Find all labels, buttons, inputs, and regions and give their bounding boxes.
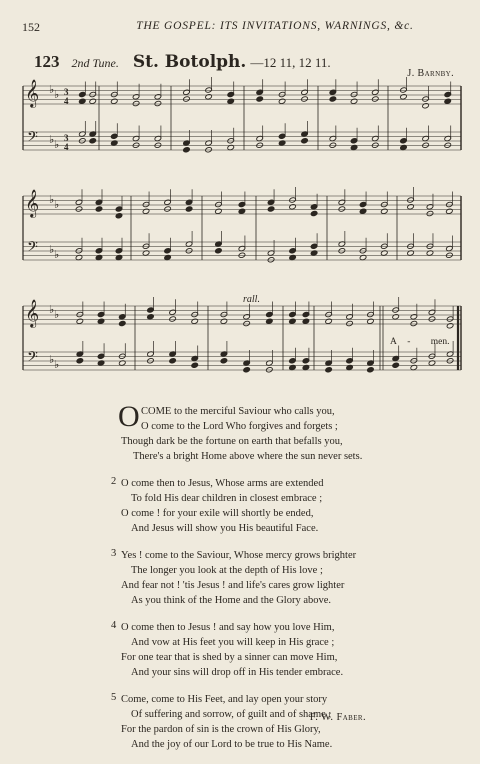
- note-head: [183, 89, 191, 95]
- key-flat: ♭: [54, 198, 60, 211]
- note-head: [392, 314, 400, 320]
- meter: —12 11, 12 11.: [250, 55, 331, 70]
- note-head: [97, 311, 105, 317]
- verse-line: Of suffering and sorrow, of guilt and of shame ;: [131, 709, 332, 720]
- note-head: [243, 314, 251, 320]
- note-head: [220, 318, 228, 324]
- rall-marking: rall.: [243, 294, 260, 305]
- composer: J. Barnby.: [407, 68, 454, 79]
- note-head: [79, 98, 87, 104]
- note-head: [76, 318, 84, 324]
- note-head: [97, 353, 105, 359]
- note-head: [89, 98, 97, 104]
- note-head: [142, 201, 150, 207]
- note-head: [392, 362, 400, 368]
- note-head: [400, 138, 408, 144]
- key-flat: ♭: [49, 243, 55, 256]
- verse-line: As you think of the Home and the Glory above.: [131, 595, 332, 606]
- amen-syllable: men.: [430, 337, 450, 347]
- note-head: [338, 199, 346, 205]
- verse-line: For one tear that is shed by a sinner can move Him,: [121, 652, 338, 663]
- note-head: [407, 204, 415, 210]
- note-head: [428, 316, 436, 322]
- note-head: [301, 89, 309, 95]
- note-head: [111, 91, 119, 97]
- note-head: [89, 91, 97, 97]
- note-head: [289, 311, 297, 317]
- verse-line: And your sins will drop off in His tender embrace.: [131, 667, 344, 678]
- note-head: [119, 314, 127, 320]
- note-head: [183, 96, 191, 102]
- note-head: [310, 210, 318, 216]
- note-head: [191, 362, 199, 368]
- tune-name: St. Botolph.: [132, 52, 247, 72]
- key-flat: ♭: [54, 88, 60, 101]
- note-head: [169, 358, 177, 364]
- note-head: [346, 358, 354, 364]
- note-head: [256, 89, 264, 95]
- note-head: [169, 309, 177, 315]
- tune-label: 2nd Tune.: [71, 56, 119, 70]
- note-head: [350, 138, 358, 144]
- note-head: [426, 204, 434, 210]
- verse-3: [0, 548, 480, 608]
- note-head: [185, 199, 193, 205]
- time-signature: 4: [64, 142, 69, 152]
- note-head: [142, 208, 150, 214]
- amen-syllable: A: [390, 337, 397, 347]
- verse-line: O come ! for your exile will shortly be ended,: [121, 508, 314, 519]
- verse-line: There's a bright Home above where the sun never sets.: [133, 451, 363, 462]
- key-flat: ♭: [54, 358, 60, 371]
- note-head: [111, 133, 119, 139]
- verse-line: And vow at His feet you will keep in His grace ;: [131, 637, 335, 648]
- note-head: [215, 248, 223, 254]
- note-head: [350, 98, 358, 104]
- note-head: [289, 248, 297, 254]
- note-head: [289, 204, 297, 210]
- note-head: [115, 206, 123, 212]
- note-head: [89, 138, 97, 144]
- page-number: 152: [22, 20, 40, 34]
- verse-number: 5: [111, 692, 117, 703]
- note-head: [428, 309, 436, 315]
- note-head: [367, 311, 375, 317]
- note-head: [301, 96, 309, 102]
- note-head: [154, 94, 162, 100]
- note-head: [266, 318, 274, 324]
- verse-number: 4: [111, 620, 117, 631]
- note-head: [444, 98, 452, 104]
- note-head: [446, 316, 454, 322]
- note-head: [346, 314, 354, 320]
- note-head: [278, 98, 286, 104]
- bass-clef: 𝄢: [27, 239, 38, 259]
- note-head: [392, 307, 400, 313]
- note-head: [256, 96, 264, 102]
- note-head: [111, 98, 119, 104]
- key-flat: ♭: [49, 303, 55, 316]
- note-head: [400, 87, 408, 93]
- verse-line: To fold His dear children in closest embrace ;: [131, 493, 323, 504]
- note-head: [381, 208, 389, 214]
- bass-clef: 𝄢: [27, 349, 38, 369]
- note-head: [79, 91, 87, 97]
- note-head: [367, 318, 375, 324]
- note-head: [76, 358, 84, 364]
- verse-number: 3: [111, 548, 117, 559]
- note-head: [154, 100, 162, 106]
- note-head: [147, 314, 155, 320]
- verse-5: [0, 692, 480, 752]
- note-head: [75, 199, 83, 205]
- note-head: [169, 316, 177, 322]
- note-head: [191, 318, 199, 324]
- note-head: [329, 89, 337, 95]
- key-flat: ♭: [54, 308, 60, 321]
- note-head: [444, 91, 452, 97]
- verse-line: COME to the merciful Saviour who calls you,: [141, 406, 335, 417]
- bass-clef: 𝄢: [27, 129, 38, 149]
- note-head: [205, 94, 213, 100]
- note-head: [372, 96, 380, 102]
- verse-1: [0, 400, 480, 464]
- note-head: [410, 314, 418, 320]
- note-head: [215, 208, 223, 214]
- note-head: [329, 96, 337, 102]
- verse-line: O come then to Jesus ! and say how you love Him,: [121, 622, 335, 633]
- note-head: [338, 206, 346, 212]
- note-head: [278, 91, 286, 97]
- note-head: [205, 87, 213, 93]
- verse-line: And the joy of our Lord to be true to His Name.: [131, 739, 333, 750]
- amen-lyric: [390, 337, 460, 347]
- note-head: [185, 206, 193, 212]
- note-head: [164, 199, 172, 205]
- note-head: [289, 358, 297, 364]
- verse-line: O come to the Lord Who forgives and forgets ;: [141, 421, 338, 432]
- note-head: [446, 323, 454, 329]
- note-head: [95, 248, 103, 254]
- note-head: [76, 311, 84, 317]
- note-head: [220, 311, 228, 317]
- note-head: [310, 204, 318, 210]
- note-head: [132, 100, 140, 106]
- verse-line: Though dark be the fortune on earth that befalls you,: [121, 436, 343, 447]
- note-head: [243, 367, 251, 373]
- amen-syllable: -: [407, 337, 411, 347]
- note-head: [227, 98, 235, 104]
- note-head: [289, 197, 297, 203]
- author: F. W. Faber.: [309, 712, 366, 723]
- key-flat: ♭: [49, 133, 55, 146]
- key-flat: ♭: [49, 193, 55, 206]
- key-flat: ♭: [54, 248, 60, 261]
- note-head: [367, 367, 375, 373]
- note-head: [95, 206, 103, 212]
- note-head: [147, 307, 155, 313]
- note-head: [238, 201, 246, 207]
- verse-line: For the pardon of sin is the crown of His Glory,: [121, 724, 321, 735]
- verse-line: Yes ! come to the Saviour, Whose mercy grows brighter: [121, 550, 357, 561]
- note-head: [359, 201, 367, 207]
- treble-clef: 𝄞: [25, 79, 40, 107]
- note-head: [238, 208, 246, 214]
- note-head: [301, 138, 309, 144]
- note-head: [278, 133, 286, 139]
- key-flat: ♭: [49, 83, 55, 96]
- verse-line: The longer you look at the depth of His love ;: [131, 565, 323, 576]
- treble-clef: 𝄞: [25, 189, 40, 217]
- key-flat: ♭: [54, 138, 60, 151]
- note-head: [75, 206, 83, 212]
- note-head: [310, 243, 318, 249]
- note-head: [346, 320, 354, 326]
- verse-line: And fear not ! 'tis Jesus ! and life's cares grow lighter: [121, 580, 345, 591]
- note-head: [164, 206, 172, 212]
- treble-clef: 𝄞: [25, 299, 40, 327]
- note-head: [220, 358, 228, 364]
- note-head: [422, 103, 430, 109]
- running-head-title: THE GOSPEL: ITS INVITATIONS, WARNINGS, &c.: [136, 20, 414, 32]
- hymn-text: [0, 400, 480, 764]
- verse-line: O come then to Jesus, Whose arms are extended: [121, 478, 324, 489]
- note-head: [325, 367, 333, 373]
- note-head: [325, 318, 333, 324]
- note-head: [381, 201, 389, 207]
- note-head: [302, 311, 310, 317]
- note-head: [289, 318, 297, 324]
- note-head: [95, 199, 103, 205]
- verse-4: [0, 620, 480, 680]
- time-signature: 3: [64, 133, 69, 143]
- note-head: [215, 201, 223, 207]
- note-head: [410, 320, 418, 326]
- note-head: [132, 94, 140, 100]
- note-head: [372, 89, 380, 95]
- note-head: [446, 208, 454, 214]
- note-head: [227, 91, 235, 97]
- note-head: [243, 320, 251, 326]
- key-flat: ♭: [49, 353, 55, 366]
- note-head: [115, 213, 123, 219]
- note-head: [446, 201, 454, 207]
- note-head: [325, 311, 333, 317]
- note-head: [164, 248, 172, 254]
- note-head: [266, 311, 274, 317]
- note-head: [400, 94, 408, 100]
- note-head: [119, 320, 127, 326]
- verse-number: 2: [111, 476, 117, 487]
- note-head: [267, 206, 275, 212]
- note-head: [407, 197, 415, 203]
- note-head: [97, 318, 105, 324]
- note-head: [422, 96, 430, 102]
- note-head: [302, 318, 310, 324]
- note-head: [267, 199, 275, 205]
- note-head: [183, 147, 191, 153]
- verse-line: Come, come to His Feet, and lay open your story: [121, 694, 328, 705]
- hymn-number: 123: [34, 52, 60, 71]
- verse-line: And Jesus will show you His beautiful Face.: [131, 523, 319, 534]
- note-head: [115, 248, 123, 254]
- note-head: [191, 311, 199, 317]
- note-head: [350, 91, 358, 97]
- time-signature: 3: [64, 87, 69, 97]
- drop-cap: O: [118, 400, 140, 433]
- note-head: [359, 208, 367, 214]
- note-head: [426, 210, 434, 216]
- note-head: [302, 358, 310, 364]
- time-signature: 4: [64, 96, 69, 106]
- verse-2: [0, 476, 480, 536]
